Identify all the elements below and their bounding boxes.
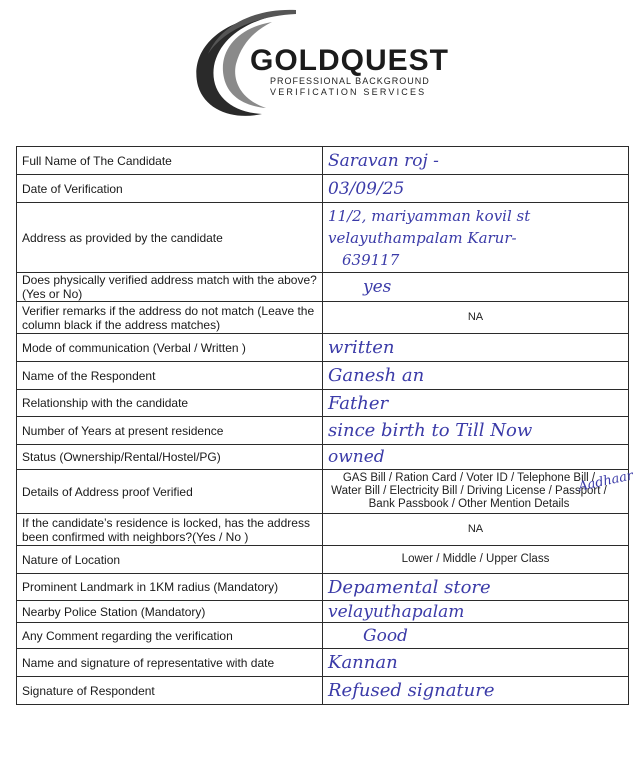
table-row	[17, 417, 629, 445]
address-match-value: yes	[363, 277, 392, 297]
row-value	[323, 514, 629, 546]
row-value	[323, 390, 629, 417]
row-value	[323, 574, 629, 601]
row-value	[323, 273, 629, 302]
candidate-name-value: Saravan roj -	[328, 150, 439, 171]
neighbor-confirmation-value: NA	[467, 523, 484, 535]
table-row	[17, 390, 629, 417]
landmark-value: Depamental store	[328, 576, 491, 598]
row-value	[323, 175, 629, 203]
row-value	[323, 203, 629, 273]
row-value	[323, 677, 629, 705]
representative-signature-value: Kannan	[328, 652, 398, 673]
verifier-remarks-value: NA	[467, 311, 484, 323]
communication-mode-value: written	[328, 337, 395, 358]
row-value	[323, 334, 629, 362]
row-label: Name of the Respondent	[17, 362, 323, 390]
table-row	[17, 147, 629, 175]
comment-value: Good	[363, 625, 408, 646]
respondent-name-value: Ganesh an	[328, 365, 425, 386]
table-row	[17, 203, 629, 273]
row-label: If the candidate’s residence is locked, has the address been confirmed with neighbors?(Yes / No )	[17, 514, 323, 546]
address-proof-handwritten-note: Aadhaar	[577, 468, 635, 495]
row-label: Prominent Landmark in 1KM radius (Mandatory)	[17, 574, 323, 601]
table-row	[17, 649, 629, 677]
table-row	[17, 601, 629, 623]
address-proof-options: GAS Bill / Ration Card / Voter ID / Telephone Bill / Water Bill / Electricity Bill / Driving License / Passport / Bank Passbook / Other Mention Details	[331, 472, 607, 510]
table-row	[17, 677, 629, 705]
row-label: Nearby Police Station (Mandatory)	[17, 601, 323, 623]
verification-date-value: 03/09/25	[328, 178, 405, 199]
row-label: Name and signature of representative with date	[17, 649, 323, 677]
row-value	[323, 147, 629, 175]
table-row	[17, 334, 629, 362]
verification-form-table	[16, 146, 635, 705]
table-row	[17, 175, 629, 203]
table-row	[17, 273, 629, 302]
row-value	[323, 302, 629, 334]
brand-tagline-2: VERIFICATION SERVICES	[270, 87, 427, 97]
row-label: Relationship with the candidate	[17, 390, 323, 417]
row-label: Verifier remarks if the address do not match (Leave the column black if the address matches)	[17, 302, 323, 334]
police-station-value: velayuthapalam	[328, 601, 465, 622]
row-label: Status (Ownership/Rental/Hostel/PG)	[17, 445, 323, 470]
table-row	[17, 445, 629, 470]
address-pincode: 639117	[342, 250, 400, 269]
table-row	[17, 574, 629, 601]
row-label: Details of Address proof Verified	[17, 470, 323, 514]
row-value	[323, 649, 629, 677]
row-label: Full Name of The Candidate	[17, 147, 323, 175]
brand-tagline-1: PROFESSIONAL BACKGROUND	[270, 76, 430, 86]
goldquest-logo	[184, 8, 454, 126]
row-label: Any Comment regarding the verification	[17, 623, 323, 649]
address-line-1: 11/2, mariyamman kovil st	[328, 206, 531, 225]
row-label: Signature of Respondent	[17, 677, 323, 705]
row-label: Does physically verified address match with the above? (Yes or No)	[17, 273, 323, 302]
row-label: Mode of communication (Verbal / Written )	[17, 334, 323, 362]
table-row	[17, 546, 629, 574]
table-row	[17, 302, 629, 334]
row-value	[323, 623, 629, 649]
row-label: Address as provided by the candidate	[17, 203, 323, 273]
row-label: Nature of Location	[17, 546, 323, 574]
row-value	[323, 417, 629, 445]
brand-name: GOLDQUEST	[250, 44, 450, 77]
table-row	[17, 623, 629, 649]
row-value	[323, 445, 629, 470]
table-row	[17, 514, 629, 546]
residence-status-value: owned	[328, 447, 385, 467]
respondent-signature-value: Refused signature	[328, 680, 495, 701]
row-value	[323, 601, 629, 623]
row-value	[323, 468, 635, 514]
location-nature-options: Lower / Middle / Upper Class	[401, 553, 550, 565]
row-value	[323, 546, 629, 574]
address-line-2: velayuthampalam Karur-	[328, 228, 517, 247]
row-label: Date of Verification	[17, 175, 323, 203]
table-row	[17, 470, 629, 514]
relationship-value: Father	[328, 392, 389, 414]
row-value	[323, 362, 629, 390]
table-row	[17, 362, 629, 390]
row-label: Number of Years at present residence	[17, 417, 323, 445]
years-at-residence-value: since birth to Till Now	[328, 420, 533, 441]
